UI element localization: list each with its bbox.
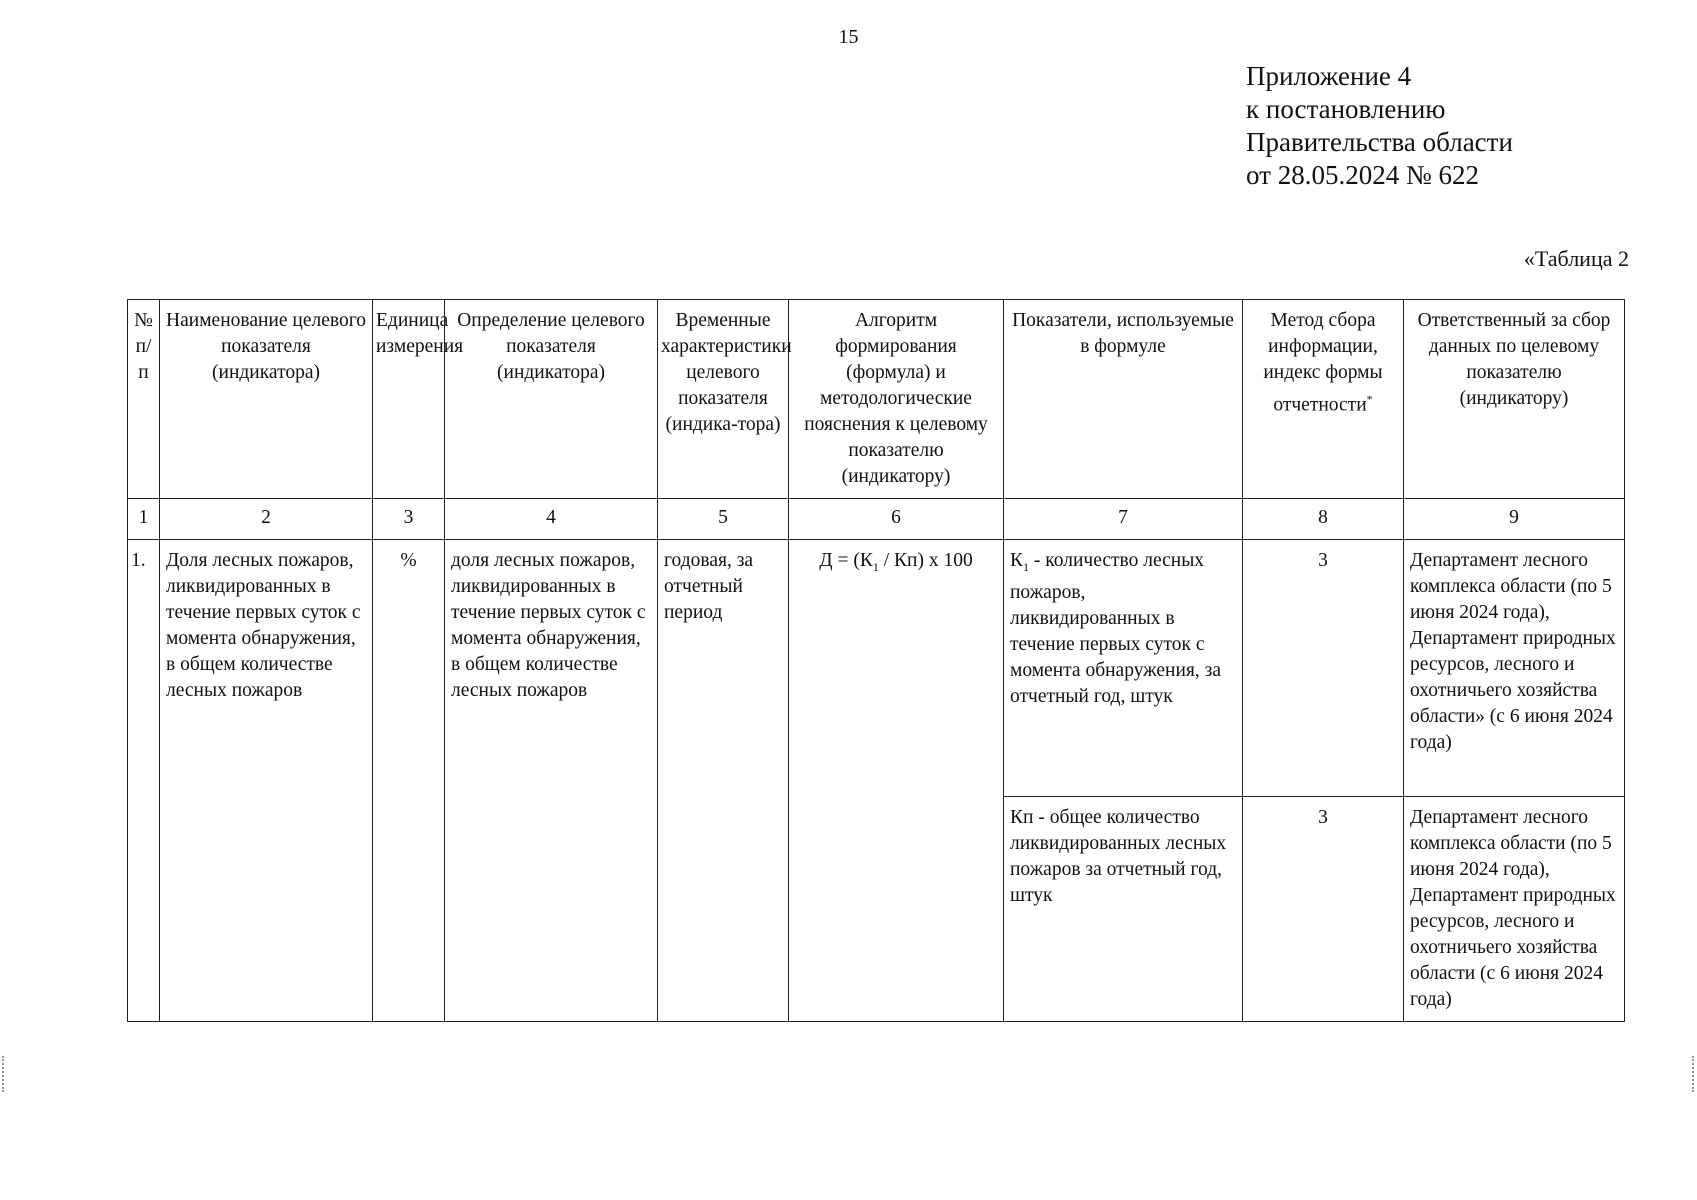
collection-method: 3 bbox=[1243, 540, 1404, 797]
responsible-party: Департамент лесного комплекса области (по 5 июня 2024 года), Департамент природных ресурсов, лесного и охотничьего хозяйства области» (с 6 июня 2024 года) bbox=[1404, 540, 1625, 797]
column-number: 8 bbox=[1243, 499, 1404, 540]
header-formula: Алгоритм формирования (формула) и методологические пояснения к целевому показателю (индикатору) bbox=[789, 300, 1004, 499]
header-unit: Единица измерения bbox=[373, 300, 445, 499]
approval-line: от 28.05.2024 № 622 bbox=[1246, 160, 1479, 190]
approval-line: Правительства области bbox=[1246, 127, 1513, 157]
column-numbers-row bbox=[128, 499, 1625, 540]
column-number: 3 bbox=[373, 499, 445, 540]
variable-description: - общее количество ликвидированных лесных пожаров за отчетный год, штук bbox=[1010, 807, 1227, 906]
indicator-unit: % bbox=[373, 540, 445, 1022]
row-number: 1. bbox=[128, 540, 160, 1022]
header-row bbox=[128, 300, 1625, 499]
header-responsible: Ответственный за сбор данных по целевому показателю (индикатору) bbox=[1404, 300, 1625, 499]
indicator-definition: доля лесных пожаров, ликвидированных в течение первых суток с момента обнаружения, в общем количестве лесных пожаров bbox=[445, 540, 658, 1022]
header-method-text: Метод сбора информации, индекс формы отчетности bbox=[1263, 310, 1383, 416]
column-number: 2 bbox=[160, 499, 373, 540]
variable-symbol: К bbox=[1010, 550, 1024, 571]
column-number: 1 bbox=[128, 499, 160, 540]
indicator-table bbox=[127, 299, 1625, 1022]
approval-line: к постановлению bbox=[1246, 94, 1446, 124]
variable-description: - количество лесных пожаров, ликвидированных в течение первых суток с момента обнаружения, за отчетный год, штук bbox=[1010, 550, 1222, 707]
header-time: Временные характеристики целевого показателя (индика-тора) bbox=[658, 300, 789, 499]
indicator-name: Доля лесных пожаров, ликвидированных в течение первых суток с момента обнаружения, в общем количестве лесных пожаров bbox=[160, 540, 373, 1022]
header-definition: Определение целевого показателя (индикатора) bbox=[445, 300, 658, 499]
approval-block bbox=[1246, 60, 1513, 192]
header-indicators: Показатели, используемые в формуле bbox=[1004, 300, 1243, 499]
header-name: Наименование целевого показателя (индикатора) bbox=[160, 300, 373, 499]
header-method bbox=[1243, 300, 1404, 499]
formula-variable-k1 bbox=[1004, 540, 1243, 797]
scan-edge-mark bbox=[1692, 1056, 1696, 1092]
collection-method: 3 bbox=[1243, 797, 1404, 1022]
formula-suffix: / Кп) х 100 bbox=[878, 550, 973, 571]
formula-variable-kp bbox=[1004, 797, 1243, 1022]
indicator-formula bbox=[789, 540, 1004, 1022]
indicator-time: годовая, за отчетный период bbox=[658, 540, 789, 1022]
column-number: 7 bbox=[1004, 499, 1243, 540]
variable-subscript: 1 bbox=[1023, 559, 1030, 574]
scan-edge-mark bbox=[2, 1056, 6, 1092]
column-number: 6 bbox=[789, 499, 1004, 540]
column-number: 9 bbox=[1404, 499, 1625, 540]
table-row bbox=[128, 540, 1625, 797]
header-number: № п/п bbox=[128, 300, 160, 499]
formula-subscript: 1 bbox=[872, 559, 879, 574]
variable-symbol: Кп bbox=[1010, 807, 1034, 828]
approval-line: Приложение 4 bbox=[1246, 61, 1412, 91]
page-number: 15 bbox=[838, 26, 859, 48]
footnote-mark: * bbox=[1366, 392, 1373, 406]
column-number: 4 bbox=[445, 499, 658, 540]
responsible-party: Департамент лесного комплекса области (по 5 июня 2024 года), Департамент природных ресурсов, лесного и охотничьего хозяйства области (с 6 июня 2024 года) bbox=[1404, 797, 1625, 1022]
table-caption: «Таблица 2 bbox=[1523, 246, 1629, 271]
formula-prefix: Д = (К bbox=[819, 550, 873, 571]
column-number: 5 bbox=[658, 499, 789, 540]
